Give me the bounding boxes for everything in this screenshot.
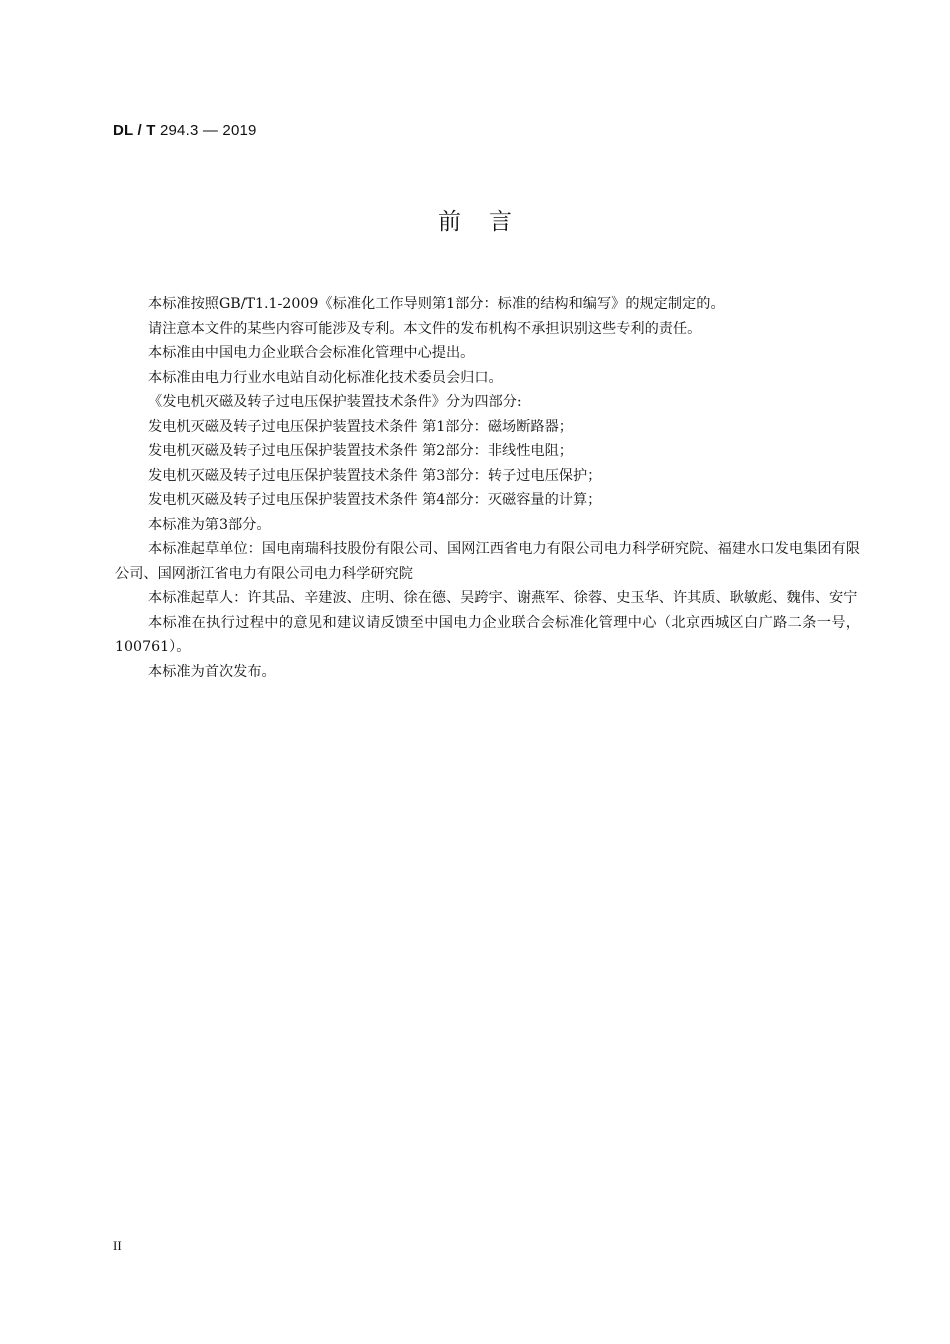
paragraph-patent-notice: 请注意本文件的某些内容可能涉及专利。本文件的发布机构不承担识别这些专利的责任。 xyxy=(148,320,702,337)
paragraph-technical-committee: 本标准由电力行业水电站自动化标准化技术委员会归口。 xyxy=(148,369,503,386)
paragraph-proposer: 本标准由中国电力企业联合会标准化管理中心提出。 xyxy=(148,345,475,361)
title-char-1: 前 xyxy=(438,209,461,235)
paragraph-part-1: 发电机灭磁及转子过电压保护装置技术条件 第1部分：磁场断路器； xyxy=(148,418,573,435)
standard-prefix: DL / T xyxy=(113,122,156,139)
standard-number: 294.3 — 2019 xyxy=(155,122,257,139)
paragraph-part-3: 发电机灭磁及转子过电压保护装置技术条件 第3部分：转子过电压保护； xyxy=(148,467,602,484)
page-title xyxy=(0,206,950,238)
standard-code-header xyxy=(113,121,257,141)
page-number: II xyxy=(113,1238,122,1253)
paragraph-part-2: 发电机灭磁及转子过电压保护装置技术条件 第2部分：非线性电阻； xyxy=(148,443,573,459)
title-char-2: 言 xyxy=(489,209,512,235)
paragraph-series-parts: 《发电机灭磁及转子过电压保护装置技术条件》分为四部分: xyxy=(148,394,522,410)
paragraph-format-basis: 本标准按照GB/T1.1-2009《标准化工作导则第1部分：标准的结构和编写》的规定制定的。 xyxy=(148,296,725,312)
paragraph-drafters: 本标准起草人：许其品、辛建波、庄明、徐在德、吴跨宇、谢燕军、徐蓉、史玉华、许其质、耿敏彪、魏伟、安宁 xyxy=(148,590,858,606)
foreword-body xyxy=(115,292,860,684)
paragraph-first-release: 本标准为首次发布。 xyxy=(148,663,276,680)
paragraph-part-4: 发电机灭磁及转子过电压保护装置技术条件 第4部分：灭磁容量的计算； xyxy=(148,492,602,508)
paragraph-feedback: 本标准在执行过程中的意见和建议请反馈至中国电力企业联合会标准化管理中心（北京西城区白广路二条一号，100761）。 xyxy=(115,614,860,655)
paragraph-this-part: 本标准为第3部分。 xyxy=(148,516,271,533)
paragraph-drafting-units: 本标准起草单位：国电南瑞科技股份有限公司、国网江西省电力有限公司电力科学研究院、福建水口发电集团有限公司、国网浙江省电力有限公司电力科学研究院 xyxy=(115,541,860,582)
